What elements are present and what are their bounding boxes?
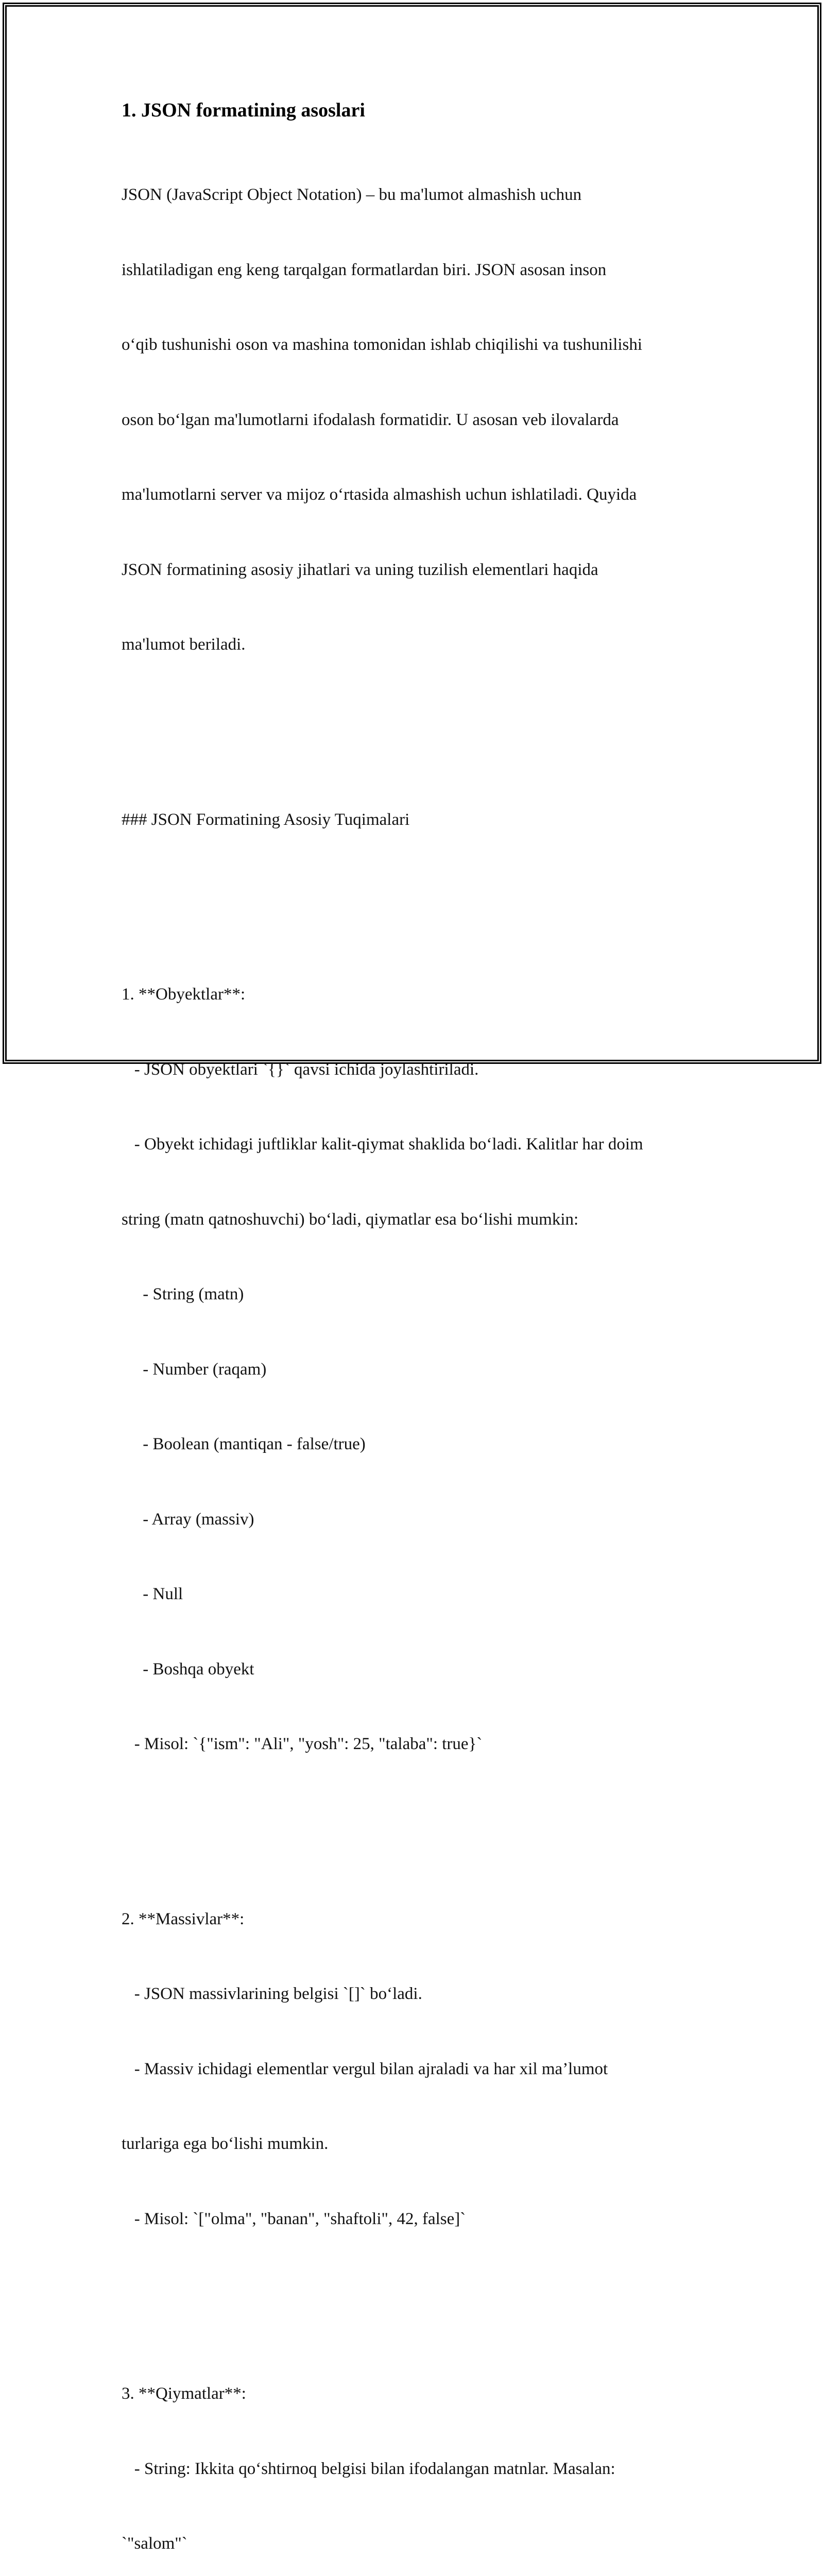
- section-objects-line: - String (matn): [122, 1285, 244, 1303]
- section-objects-line: - Misol: `{"ism": "Ali", "yosh": 25, "talaba": true}`: [122, 1735, 483, 1753]
- intro-line: ishlatiladigan eng keng tarqalgan formatlardan biri. JSON asosan inson: [122, 260, 607, 279]
- section-subheading: ### JSON Formatining Asosiy Tuqimalari: [122, 810, 410, 829]
- section-objects-line: string (matn qatnoshuvchi) bo‘ladi, qiymatlar esa bo‘lishi mumkin:: [122, 1210, 579, 1229]
- section-objects-line: - Array (massiv): [122, 1510, 254, 1529]
- section-values-line: - String: Ikkita qo‘shtirnoq belgisi bilan ifodalangan matnlar. Masalan:: [122, 2459, 615, 2478]
- blank-line: [122, 882, 714, 907]
- section-values-title: 3. **Qiymatlar**:: [122, 2384, 246, 2403]
- section-objects-line: - Boshqa obyekt: [122, 1659, 254, 1679]
- blank-line: [122, 2281, 714, 2307]
- intro-paragraph: [122, 132, 714, 2576]
- intro-line: oson bo‘lgan ma'lumotlarni ifodalash formatidir. U asosan veb ilovalarda: [122, 410, 619, 429]
- section-objects-line: - Obyekt ichidagi juftliklar kalit-qiymat shaklida bo‘ladi. Kalitlar har doim: [122, 1135, 643, 1154]
- section-values-line: `"salom"`: [122, 2534, 187, 2553]
- document-body: [122, 96, 714, 2576]
- intro-line: ma'lumotlarni server va mijoz o‘rtasida almashish uchun ishlatiladi. Quyida: [122, 485, 637, 504]
- intro-line: o‘qib tushunishi oson va mashina tomonidan ishlab chiqilishi va tushunilishi: [122, 335, 643, 354]
- blank-line: [122, 1807, 714, 1832]
- intro-line: JSON (JavaScript Object Notation) – bu ma'lumot almashish uchun: [122, 185, 582, 204]
- section-objects-line: - Number (raqam): [122, 1360, 267, 1379]
- section-arrays-line: turlariga ega bo‘lishi mumkin.: [122, 2134, 329, 2153]
- intro-line: JSON formatining asosiy jihatlari va uning tuzilish elementlari haqida: [122, 560, 598, 579]
- section-objects-line: - Boolean (mantiqan - false/true): [122, 1435, 366, 1453]
- section-arrays-line: - Misol: `["olma", "banan", "shaftoli", 42, false]`: [122, 2209, 466, 2228]
- section-objects-line: - Null: [122, 1585, 183, 1603]
- document-heading: 1. JSON formatining asoslari: [122, 99, 365, 121]
- blank-line: [122, 707, 714, 733]
- section-objects-line: - JSON obyektlari `{}` qavsi ichida joylashtiriladi.: [122, 1060, 479, 1079]
- intro-line: ma'lumot beriladi.: [122, 635, 246, 654]
- section-arrays-line: - JSON massivlarining belgisi `[]` bo‘ladi.: [122, 1985, 422, 2003]
- section-objects-title: 1. **Obyektlar**:: [122, 985, 246, 1004]
- section-arrays-title: 2. **Massivlar**:: [122, 1909, 245, 1928]
- section-arrays-line: - Massiv ichidagi elementlar vergul bilan ajraladi va har xil ma’lumot: [122, 2059, 608, 2078]
